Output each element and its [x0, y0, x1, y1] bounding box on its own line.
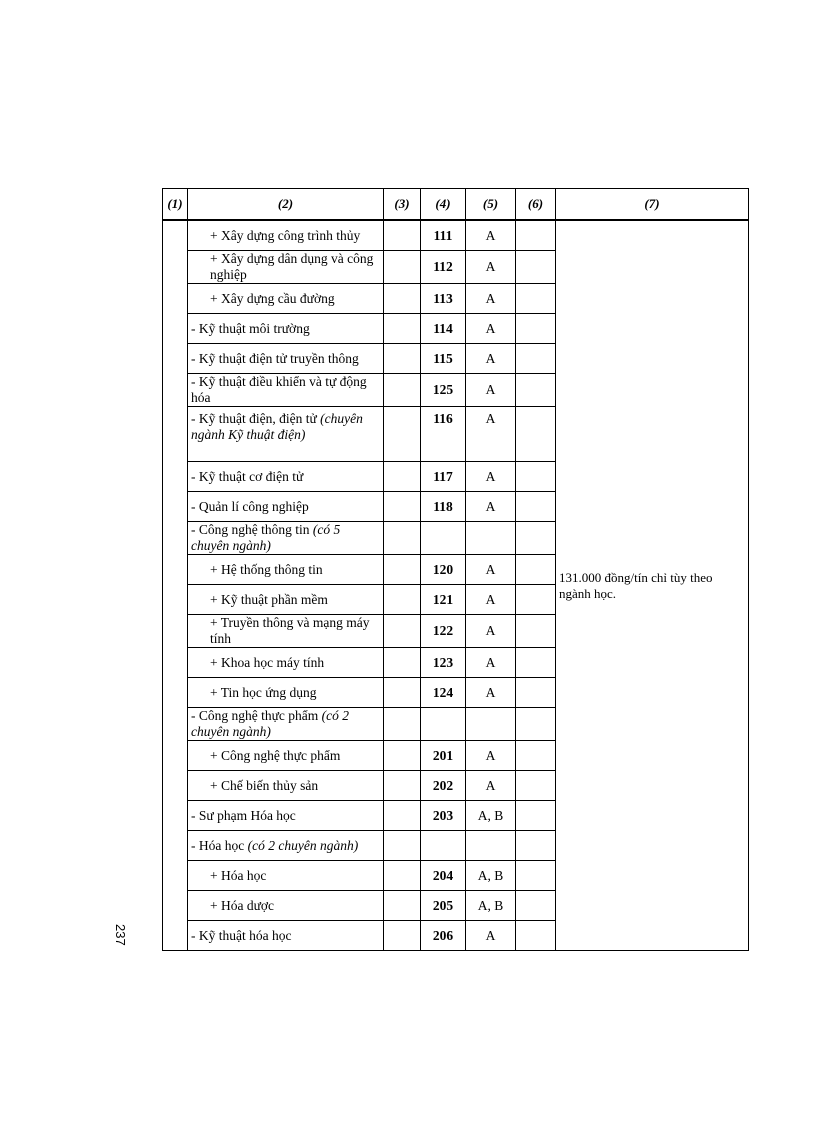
col6-cell — [516, 861, 556, 891]
program-code: 112 — [421, 251, 466, 284]
header-col-7: (7) — [556, 189, 749, 221]
program-name-cell — [188, 522, 384, 555]
col6-cell — [516, 891, 556, 921]
page-number: 237 — [113, 924, 128, 946]
col3-cell — [384, 708, 421, 741]
program-name: - Hóa học — [191, 837, 248, 853]
program-name-cell — [188, 284, 384, 314]
col3-cell — [384, 251, 421, 284]
program-code: 124 — [421, 678, 466, 708]
program-name-cell — [188, 314, 384, 344]
col3-cell — [384, 555, 421, 585]
col6-cell — [516, 921, 556, 951]
program-name: - Kỹ thuật hóa học — [191, 927, 292, 943]
col6-cell — [516, 741, 556, 771]
program-name: - Quản lí công nghiệp — [191, 498, 309, 514]
program-name: - Kỹ thuật điện, điện tử — [191, 411, 321, 426]
exam-block: A — [466, 220, 516, 251]
col3-cell — [384, 678, 421, 708]
program-code: 206 — [421, 921, 466, 951]
header-col-4: (4) — [421, 189, 466, 221]
program-code: 120 — [421, 555, 466, 585]
program-code: 114 — [421, 314, 466, 344]
col3-cell — [384, 492, 421, 522]
program-name-cell — [188, 831, 384, 861]
header-row — [163, 189, 749, 221]
program-name-cell — [188, 492, 384, 522]
exam-block: A — [466, 555, 516, 585]
program-code: 117 — [421, 462, 466, 492]
col3-cell — [384, 284, 421, 314]
program-name-cell — [188, 801, 384, 831]
program-code: 118 — [421, 492, 466, 522]
program-code: 116 — [421, 407, 466, 462]
col6-cell — [516, 708, 556, 741]
program-name: + Hóa dược — [210, 897, 275, 913]
exam-block — [466, 708, 516, 741]
col6-cell — [516, 771, 556, 801]
program-name-cell — [188, 741, 384, 771]
exam-block: A — [466, 741, 516, 771]
exam-block: A — [466, 921, 516, 951]
program-name: - Công nghệ thực phẩm — [191, 708, 322, 723]
exam-block: A — [466, 648, 516, 678]
program-name: + Xây dựng công trình thủy — [210, 227, 361, 243]
program-code — [421, 831, 466, 861]
col3-cell — [384, 801, 421, 831]
exam-block — [466, 831, 516, 861]
col3-cell — [384, 585, 421, 615]
exam-block: A — [466, 407, 516, 462]
col1-cell — [163, 220, 188, 951]
col6-cell — [516, 801, 556, 831]
program-name-cell — [188, 921, 384, 951]
exam-block: A — [466, 284, 516, 314]
col6-cell — [516, 344, 556, 374]
program-name: + Truyền thông và mạng máy tính — [210, 615, 370, 646]
col6-cell — [516, 831, 556, 861]
program-name: + Hệ thống thông tin — [210, 561, 323, 577]
program-name-cell — [188, 344, 384, 374]
program-name: + Xây dựng cầu đường — [210, 290, 335, 306]
program-name-cell — [188, 220, 384, 251]
exam-block: A — [466, 585, 516, 615]
program-name-cell — [188, 407, 384, 462]
program-name-cell — [188, 555, 384, 585]
exam-block: A, B — [466, 891, 516, 921]
exam-block — [466, 522, 516, 555]
col6-cell — [516, 374, 556, 407]
exam-block: A — [466, 678, 516, 708]
program-name: - Kỹ thuật điện tử truyền thông — [191, 350, 359, 366]
fee-note: 131.000 đồng/tín chỉ tùy theo ngành học. — [556, 220, 749, 951]
col6-cell — [516, 522, 556, 555]
program-note: (có 5 chuyên ngành) — [191, 522, 341, 553]
program-name: + Tin học ứng dụng — [210, 684, 317, 700]
program-code: 115 — [421, 344, 466, 374]
program-note: (chuyên ngành Kỹ thuật điện) — [191, 411, 363, 442]
program-name: + Hóa học — [210, 867, 267, 883]
program-code: 125 — [421, 374, 466, 407]
col3-cell — [384, 462, 421, 492]
program-name: + Kỹ thuật phần mềm — [210, 591, 328, 607]
col3-cell — [384, 891, 421, 921]
program-code: 123 — [421, 648, 466, 678]
program-name: - Công nghệ thông tin — [191, 522, 313, 537]
col3-cell — [384, 407, 421, 462]
table-body — [163, 220, 749, 951]
program-name-cell — [188, 462, 384, 492]
program-name-cell — [188, 648, 384, 678]
col6-cell — [516, 678, 556, 708]
header-col-1: (1) — [163, 189, 188, 221]
col3-cell — [384, 861, 421, 891]
program-table — [162, 188, 749, 951]
program-name: + Khoa học máy tính — [210, 654, 325, 670]
program-name: + Xây dựng dân dụng và công nghiệp — [210, 251, 374, 282]
program-note: (có 2 chuyên ngành) — [247, 837, 359, 853]
exam-block: A — [466, 251, 516, 284]
program-code: 113 — [421, 284, 466, 314]
program-code: 202 — [421, 771, 466, 801]
exam-block: A — [466, 615, 516, 648]
col6-cell — [516, 407, 556, 462]
col3-cell — [384, 314, 421, 344]
col6-cell — [516, 284, 556, 314]
col3-cell — [384, 771, 421, 801]
program-name: - Kỹ thuật điều khiển và tự động hóa — [191, 374, 367, 405]
col6-cell — [516, 585, 556, 615]
program-name-cell — [188, 585, 384, 615]
col3-cell — [384, 648, 421, 678]
col6-cell — [516, 648, 556, 678]
program-name-cell — [188, 708, 384, 741]
exam-block: A, B — [466, 801, 516, 831]
exam-block: A — [466, 492, 516, 522]
program-code — [421, 522, 466, 555]
program-code: 204 — [421, 861, 466, 891]
program-code: 201 — [421, 741, 466, 771]
program-code — [421, 708, 466, 741]
col3-cell — [384, 831, 421, 861]
col3-cell — [384, 344, 421, 374]
header-col-5: (5) — [466, 189, 516, 221]
header-col-2: (2) — [188, 189, 384, 221]
col6-cell — [516, 615, 556, 648]
header-col-3: (3) — [384, 189, 421, 221]
program-code: 121 — [421, 585, 466, 615]
program-code: 203 — [421, 801, 466, 831]
program-code: 205 — [421, 891, 466, 921]
col3-cell — [384, 220, 421, 251]
program-name-cell — [188, 615, 384, 648]
exam-block: A — [466, 374, 516, 407]
col6-cell — [516, 251, 556, 284]
exam-block: A — [466, 344, 516, 374]
program-name: + Chế biến thủy sản — [210, 777, 319, 793]
program-name-cell — [188, 374, 384, 407]
header-col-6: (6) — [516, 189, 556, 221]
exam-block: A — [466, 314, 516, 344]
col6-cell — [516, 492, 556, 522]
col3-cell — [384, 741, 421, 771]
col3-cell — [384, 615, 421, 648]
program-code: 122 — [421, 615, 466, 648]
col6-cell — [516, 555, 556, 585]
program-name-cell — [188, 771, 384, 801]
exam-block: A — [466, 771, 516, 801]
col3-cell — [384, 522, 421, 555]
exam-block: A — [466, 462, 516, 492]
col6-cell — [516, 462, 556, 492]
program-name: - Kỹ thuật cơ điện tử — [191, 468, 304, 484]
col6-cell — [516, 314, 556, 344]
program-note: (có 2 chuyên ngành) — [191, 708, 350, 739]
col6-cell — [516, 220, 556, 251]
program-name: + Công nghệ thực phẩm — [210, 747, 341, 763]
program-name: - Sư phạm Hóa học — [191, 807, 296, 823]
program-name-cell — [188, 251, 384, 284]
col3-cell — [384, 921, 421, 951]
exam-block: A, B — [466, 861, 516, 891]
table-row — [163, 220, 749, 251]
program-name-cell — [188, 678, 384, 708]
program-name-cell — [188, 891, 384, 921]
col3-cell — [384, 374, 421, 407]
program-name-cell — [188, 861, 384, 891]
program-code: 111 — [421, 220, 466, 251]
program-name: - Kỹ thuật môi trường — [191, 320, 310, 336]
